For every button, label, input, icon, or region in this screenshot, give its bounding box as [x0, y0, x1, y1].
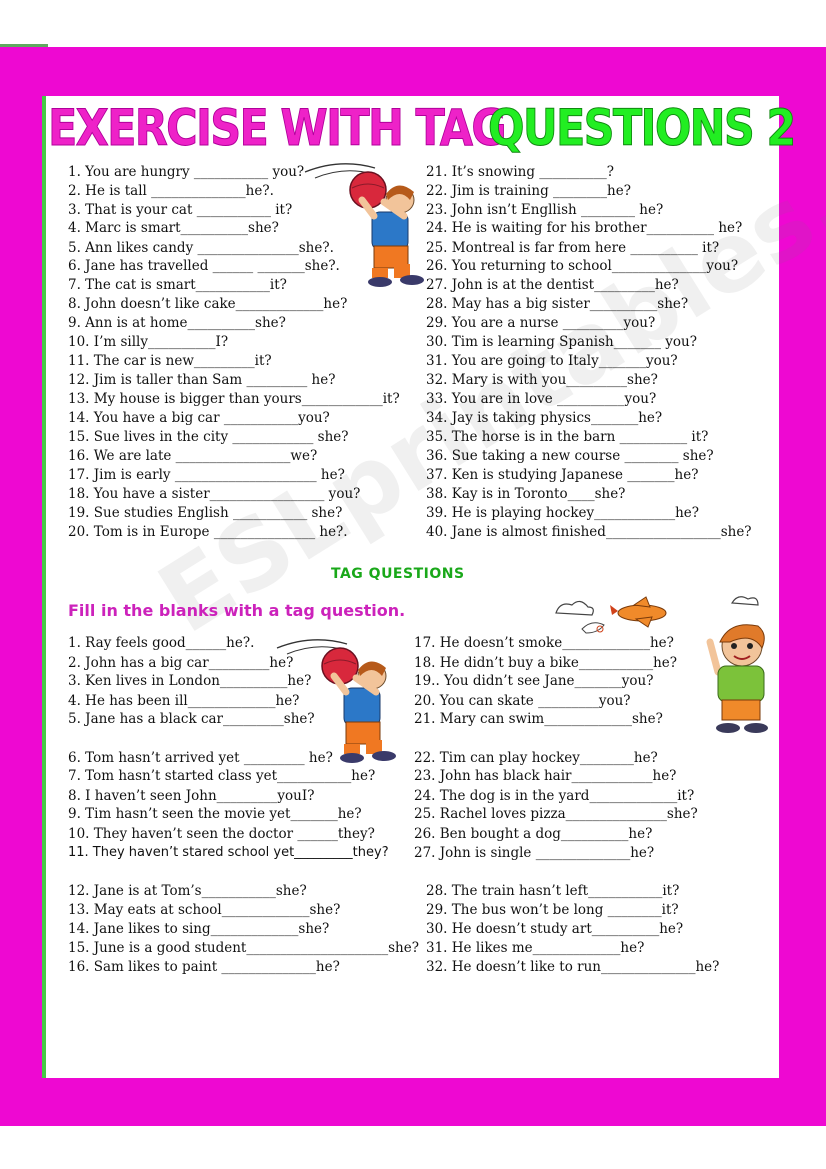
- list-item: 13. May eats at school_____________she?: [68, 902, 341, 918]
- list-item: 7. Tom hasn’t started class yet___________he?: [68, 768, 376, 784]
- list-item: 10. I’m silly__________I?: [68, 334, 229, 350]
- list-item: 21. Mary can swim_____________she?: [414, 711, 663, 727]
- list-item: 37. Ken is studying Japanese _______he?: [426, 467, 699, 483]
- list-item: 22. Tim can play hockey________he?: [414, 750, 658, 766]
- list-item: 23. John isn’t Engllish ________ he?: [426, 202, 664, 218]
- list-item: 34. Jay is taking physics_______he?: [426, 410, 663, 426]
- title-part-2: QUESTIONS 2: [488, 99, 795, 157]
- list-item: 18. You have a sister_________________ you?: [68, 486, 361, 502]
- list-item: 28. The train hasn’t left___________it?: [426, 883, 680, 899]
- list-item: 1. You are hungry ___________ you?: [68, 164, 305, 180]
- list-item: 6. Tom hasn’t arrived yet _________ he?: [68, 750, 333, 766]
- list-item: 32. Mary is with you_________she?: [426, 372, 658, 388]
- list-item: 9. Tim hasn’t seen the movie yet_______he?: [68, 806, 362, 822]
- list-item: 31. He likes me_____________he?: [426, 940, 645, 956]
- list-item: 7. The cat is smart___________it?: [68, 277, 287, 293]
- list-item: 39. He is playing hockey____________he?: [426, 505, 700, 521]
- list-item: 25. Montreal is far from here __________ it?: [426, 240, 720, 256]
- list-item: 28. May has a big sister__________she?: [426, 296, 689, 312]
- list-item: 29. The bus won’t be long ________it?: [426, 902, 679, 918]
- list-item: 14. Jane likes to sing_____________she?: [68, 921, 330, 937]
- list-item: 5. Jane has a black car_________she?: [68, 711, 315, 727]
- list-item: 8. I haven’t seen John_________youI?: [68, 788, 315, 804]
- list-item: 21. It’s snowing __________?: [426, 164, 615, 180]
- list-item: 13. My house is bigger than yours____________it?: [68, 391, 400, 407]
- list-item: 35. The horse is in the barn __________ it?: [426, 429, 709, 445]
- list-item: 14. You have a big car ___________you?: [68, 410, 330, 426]
- list-item: 27. John is single ______________he?: [414, 845, 655, 861]
- list-item: 32. He doesn’t like to run______________he?: [426, 959, 720, 975]
- list-item: 3. That is your cat ___________ it?: [68, 202, 293, 218]
- list-item: 24. He is waiting for his brother__________ he?: [426, 220, 743, 236]
- list-item: 2. He is tall ______________he?.: [68, 183, 274, 199]
- list-item: 15. Sue lives in the city ____________ she?: [68, 429, 349, 445]
- list-item: 8. John doesn’t like cake_____________he?: [68, 296, 348, 312]
- list-item: 19. Sue studies English ___________ she?: [68, 505, 343, 521]
- list-item: 30. Tim is learning Spanish_______ you?: [426, 334, 697, 350]
- list-item: 40. Jane is almost finished_________________she?: [426, 524, 752, 540]
- list-item: 17. Jim is early _____________________ he?: [68, 467, 345, 483]
- list-item: 29. You are a nurse _________you?: [426, 315, 656, 331]
- list-item: 23. John has black hair____________he?: [414, 768, 677, 784]
- list-item: 5. Ann likes candy _______________she?.: [68, 240, 334, 256]
- list-item: 36. Sue taking a new course ________ she?: [426, 448, 714, 464]
- list-item: 6. Jane has travelled ______ _______she?.: [68, 258, 340, 274]
- list-item: 24. The dog is in the yard_____________it?: [414, 788, 695, 804]
- list-item: 17. He doesn’t smoke_____________he?: [414, 635, 674, 651]
- list-item: 20. You can skate _________you?: [414, 693, 631, 709]
- list-item: 15. June is a good student_____________________she?: [68, 940, 419, 956]
- list-item: 1. Ray feels good______he?.: [68, 635, 255, 651]
- list-item: 10. They haven’t seen the doctor ______they?: [68, 826, 375, 842]
- section-subtitle: TAG QUESTIONS: [331, 566, 465, 582]
- instruction: Fill in the blanks with a tag question.: [68, 601, 406, 620]
- title-part-1: EXERCISE WITH TAG: [48, 99, 505, 157]
- list-item: 33. You are in love __________you?: [426, 391, 657, 407]
- list-item: 38. Kay is in Toronto____she?: [426, 486, 626, 502]
- list-item: 16. Sam likes to paint ______________he?: [68, 959, 340, 975]
- list-item: 18. He didn’t buy a bike___________he?: [414, 655, 678, 671]
- list-item: 11. They haven’t stared school yet_________they?: [68, 845, 389, 860]
- list-item: 22. Jim is training ________he?: [426, 183, 631, 199]
- list-item: 9. Ann is at home__________she?: [68, 315, 286, 331]
- list-item: 31. You are going to Italy_______you?: [426, 353, 678, 369]
- list-item: 3. Ken lives in London__________he?: [68, 673, 312, 689]
- list-item: 26. Ben bought a dog__________he?: [414, 826, 653, 842]
- list-item: 20. Tom is in Europe _______________ he?.: [68, 524, 348, 540]
- list-item: 26. You returning to school______________you?: [426, 258, 739, 274]
- list-item: 12. Jane is at Tom’s___________she?: [68, 883, 307, 899]
- list-item: 12. Jim is taller than Sam _________ he?: [68, 372, 336, 388]
- list-item: 27. John is at the dentist_________he?: [426, 277, 679, 293]
- list-item: 16. We are late _________________we?: [68, 448, 318, 464]
- list-item: 2. John has a big car_________he?: [68, 655, 294, 671]
- list-item: 30. He doesn’t study art__________he?: [426, 921, 684, 937]
- waving-kid-illustration: [700, 620, 780, 740]
- list-item: 19.. You didn’t see Jane_______you?: [414, 673, 654, 689]
- list-item: 4. He has been ill_____________he?: [68, 693, 300, 709]
- list-item: 25. Rachel loves pizza_______________she?: [414, 806, 698, 822]
- list-item: 4. Marc is smart__________she?: [68, 220, 279, 236]
- list-item: 11. The car is new_________it?: [68, 353, 272, 369]
